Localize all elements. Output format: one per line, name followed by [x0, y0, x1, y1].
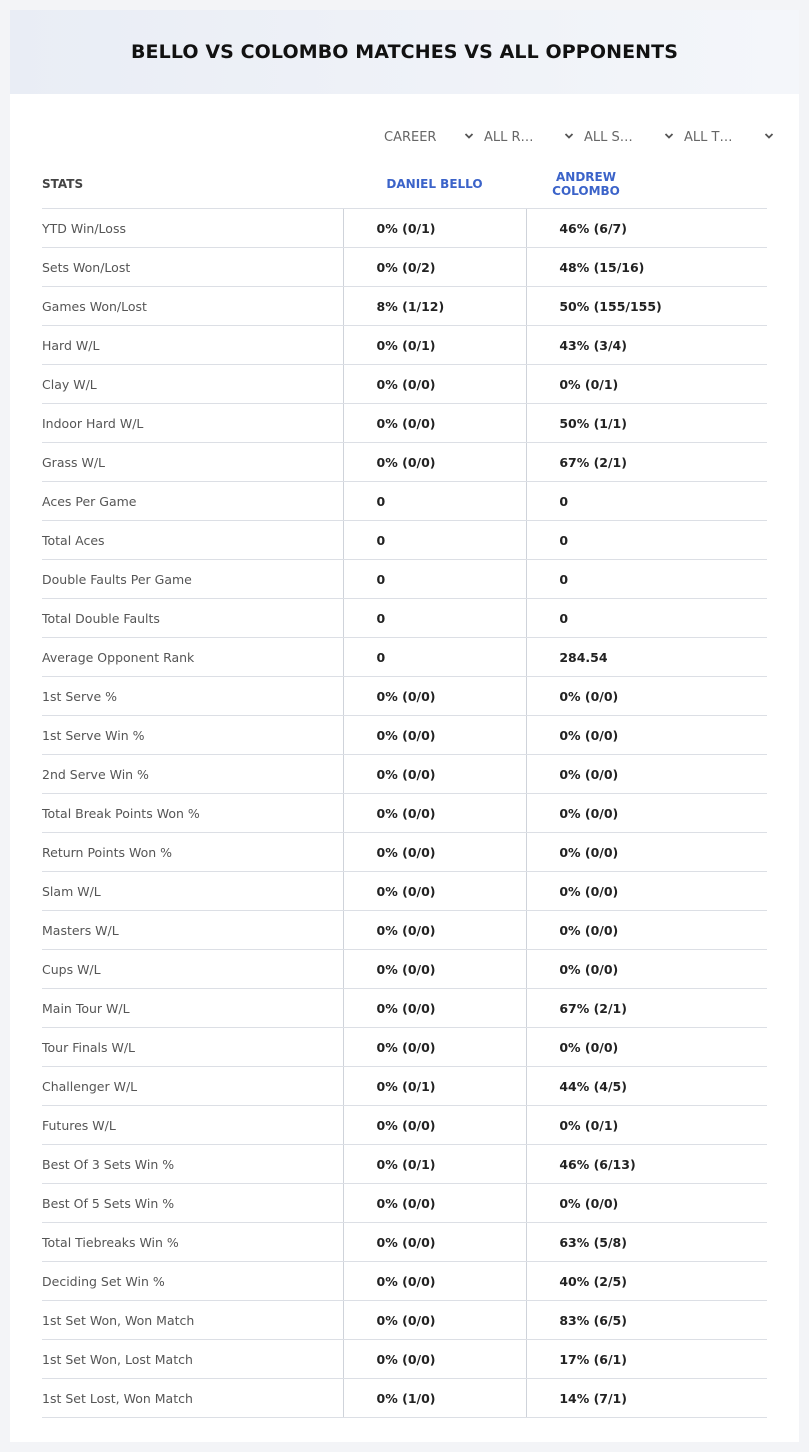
table-row — [42, 560, 767, 599]
table-body — [42, 209, 767, 1418]
chevron-down-icon — [664, 131, 674, 141]
table-row — [42, 755, 767, 794]
player2-stat-value: 0 — [526, 482, 767, 520]
table-row — [42, 638, 767, 677]
table-row — [42, 989, 767, 1028]
player2-stat-value: 67% (2/1) — [526, 443, 767, 481]
stat-label: Total Double Faults — [42, 610, 160, 626]
player2-stat-value: 44% (4/5) — [526, 1067, 767, 1105]
player1-stat-value: 0 — [343, 638, 527, 676]
table-row — [42, 521, 767, 560]
table-row — [42, 1223, 767, 1262]
player1-stat-value: 0% (0/0) — [343, 1340, 527, 1378]
stat-label: Total Break Points Won % — [42, 805, 200, 821]
filter-surface-select[interactable] — [582, 128, 682, 146]
player2-stat-value: 50% (155/155) — [526, 287, 767, 325]
table-row — [42, 794, 767, 833]
player2-stat-value: 0 — [526, 599, 767, 637]
filter-label: CAREER — [384, 129, 437, 145]
player1-stat-value: 0% (0/0) — [343, 794, 527, 832]
stat-label: 1st Serve Win % — [42, 727, 145, 743]
player2-stat-value: 284.54 — [526, 638, 767, 676]
player2-stat-value: 40% (2/5) — [526, 1262, 767, 1300]
player1-stat-value: 0 — [343, 482, 527, 520]
chevron-down-icon — [564, 131, 574, 141]
player1-stat-value: 8% (1/12) — [343, 287, 527, 325]
player1-stat-value: 0% (0/0) — [343, 1301, 527, 1339]
table-row — [42, 1067, 767, 1106]
player1-stat-value: 0% (0/1) — [343, 1145, 527, 1183]
stats-card — [10, 10, 799, 1442]
stat-label: Hard W/L — [42, 337, 100, 353]
table-row — [42, 677, 767, 716]
player2-stat-value: 0 — [526, 521, 767, 559]
stat-label: Sets Won/Lost — [42, 259, 131, 275]
player1-stat-value: 0% (0/0) — [343, 872, 527, 910]
player1-stat-value: 0% (0/0) — [343, 1184, 527, 1222]
player1-stat-value: 0% (0/0) — [343, 443, 527, 481]
player1-stat-value: 0% (0/0) — [343, 911, 527, 949]
player2-stat-value: 0% (0/0) — [526, 794, 767, 832]
filter-label: ALL S… — [584, 129, 633, 145]
player2-stat-value: 46% (6/7) — [526, 209, 767, 247]
player2-stat-value: 0% (0/0) — [526, 755, 767, 793]
table-row — [42, 599, 767, 638]
player1-stat-value: 0 — [343, 521, 527, 559]
player2-stat-value: 63% (5/8) — [526, 1223, 767, 1261]
player2-stat-value: 43% (3/4) — [526, 326, 767, 364]
stat-label: Return Points Won % — [42, 844, 173, 860]
table-row — [42, 716, 767, 755]
filter-period-select[interactable] — [382, 128, 482, 146]
player2-stat-value: 0% (0/0) — [526, 677, 767, 715]
table-row — [42, 1106, 767, 1145]
stat-label: Slam W/L — [42, 883, 101, 899]
player1-stat-value: 0% (0/0) — [343, 1028, 527, 1066]
table-row — [42, 326, 767, 365]
stat-label: 1st Serve % — [42, 688, 118, 704]
table-row — [42, 482, 767, 521]
column-header-player1[interactable]: DANIEL BELLO — [386, 177, 483, 191]
player2-stat-value: 46% (6/13) — [526, 1145, 767, 1183]
player1-stat-value: 0% (0/0) — [343, 1106, 527, 1144]
column-header-player2[interactable] — [526, 170, 767, 198]
table-row — [42, 1145, 767, 1184]
player2-stat-value: 67% (2/1) — [526, 989, 767, 1027]
table-row — [42, 404, 767, 443]
stat-label: Aces Per Game — [42, 493, 137, 509]
stat-label: 2nd Serve Win % — [42, 766, 149, 782]
player2-stat-value: 83% (6/5) — [526, 1301, 767, 1339]
player1-stat-value: 0% (0/1) — [343, 209, 527, 247]
stat-label: Challenger W/L — [42, 1078, 138, 1094]
stat-label: Best Of 5 Sets Win % — [42, 1195, 175, 1211]
stat-label: 1st Set Lost, Won Match — [42, 1390, 193, 1406]
stat-label: Grass W/L — [42, 454, 106, 470]
table-row — [42, 1379, 767, 1418]
player2-stat-value: 48% (15/16) — [526, 248, 767, 286]
player2-stat-value: 0% (0/0) — [526, 950, 767, 988]
player1-stat-value: 0% (0/0) — [343, 404, 527, 442]
player1-stat-value: 0% (0/0) — [343, 989, 527, 1027]
stat-label: Best Of 3 Sets Win % — [42, 1156, 175, 1172]
table-row — [42, 950, 767, 989]
player1-stat-value: 0% (0/0) — [343, 1223, 527, 1261]
filter-tournament-select[interactable] — [682, 128, 782, 146]
player2-stat-value: 14% (7/1) — [526, 1379, 767, 1417]
chevron-down-icon — [464, 131, 474, 141]
player2-stat-value: 0% (0/0) — [526, 833, 767, 871]
player2-stat-value: 0% (0/0) — [526, 911, 767, 949]
table-row — [42, 1184, 767, 1223]
stat-label: Masters W/L — [42, 922, 119, 938]
player1-stat-value: 0% (0/0) — [343, 365, 527, 403]
chevron-down-icon — [764, 131, 774, 141]
stat-label: Deciding Set Win % — [42, 1273, 165, 1289]
filter-bar — [382, 128, 782, 146]
stat-label: Total Tiebreaks Win % — [42, 1234, 179, 1250]
player1-stat-value: 0% (0/1) — [343, 1067, 527, 1105]
filter-round-select[interactable] — [482, 128, 582, 146]
player1-stat-value: 0% (0/1) — [343, 326, 527, 364]
player1-stat-value: 0 — [343, 599, 527, 637]
stat-label: Futures W/L — [42, 1117, 116, 1133]
table-row — [42, 1340, 767, 1379]
player2-stat-value: 0% (0/0) — [526, 1028, 767, 1066]
stat-label: Total Aces — [42, 532, 105, 548]
table-header — [42, 160, 767, 209]
player1-stat-value: 0% (0/0) — [343, 1262, 527, 1300]
card-header — [10, 10, 799, 94]
stats-table — [42, 160, 767, 1418]
player1-stat-value: 0% (0/0) — [343, 833, 527, 871]
table-row — [42, 911, 767, 950]
page-title: BELLO VS COLOMBO MATCHES VS ALL OPPONENTS — [130, 41, 679, 63]
player2-stat-value: 0% (0/0) — [526, 872, 767, 910]
player2-stat-value: 0% (0/0) — [526, 1184, 767, 1222]
table-row — [42, 1301, 767, 1340]
player1-stat-value: 0% (1/0) — [343, 1379, 527, 1417]
table-row — [42, 872, 767, 911]
table-row — [42, 365, 767, 404]
stat-label: Double Faults Per Game — [42, 571, 192, 587]
stat-label: YTD Win/Loss — [42, 220, 126, 236]
table-row — [42, 833, 767, 872]
stat-label: Tour Finals W/L — [42, 1039, 136, 1055]
stat-label: Main Tour W/L — [42, 1000, 130, 1016]
stat-label: 1st Set Won, Lost Match — [42, 1351, 193, 1367]
table-row — [42, 209, 767, 248]
stat-label: Clay W/L — [42, 376, 97, 392]
table-row — [42, 443, 767, 482]
table-row — [42, 248, 767, 287]
stat-label: 1st Set Won, Won Match — [42, 1312, 195, 1328]
stat-label: Games Won/Lost — [42, 298, 147, 314]
filter-label: ALL R… — [484, 129, 534, 145]
player2-name: ANDREW COLOMBO — [552, 170, 620, 198]
table-row — [42, 287, 767, 326]
player2-stat-value: 0% (0/0) — [526, 716, 767, 754]
player2-stat-value: 0% (0/1) — [526, 365, 767, 403]
table-row — [42, 1028, 767, 1067]
player2-stat-value: 50% (1/1) — [526, 404, 767, 442]
player1-stat-value: 0% (0/0) — [343, 950, 527, 988]
stat-label: Indoor Hard W/L — [42, 415, 144, 431]
player1-stat-value: 0% (0/0) — [343, 755, 527, 793]
player1-stat-value: 0% (0/0) — [343, 716, 527, 754]
filter-label: ALL T… — [684, 129, 733, 145]
player2-stat-value: 0% (0/1) — [526, 1106, 767, 1144]
player2-stat-value: 17% (6/1) — [526, 1340, 767, 1378]
player1-stat-value: 0% (0/2) — [343, 248, 527, 286]
player1-stat-value: 0 — [343, 560, 527, 598]
table-row — [42, 1262, 767, 1301]
player1-stat-value: 0% (0/0) — [343, 677, 527, 715]
player2-stat-value: 0 — [526, 560, 767, 598]
column-header-stats: STATS — [42, 177, 84, 191]
stat-label: Cups W/L — [42, 961, 101, 977]
stat-label: Average Opponent Rank — [42, 649, 195, 665]
